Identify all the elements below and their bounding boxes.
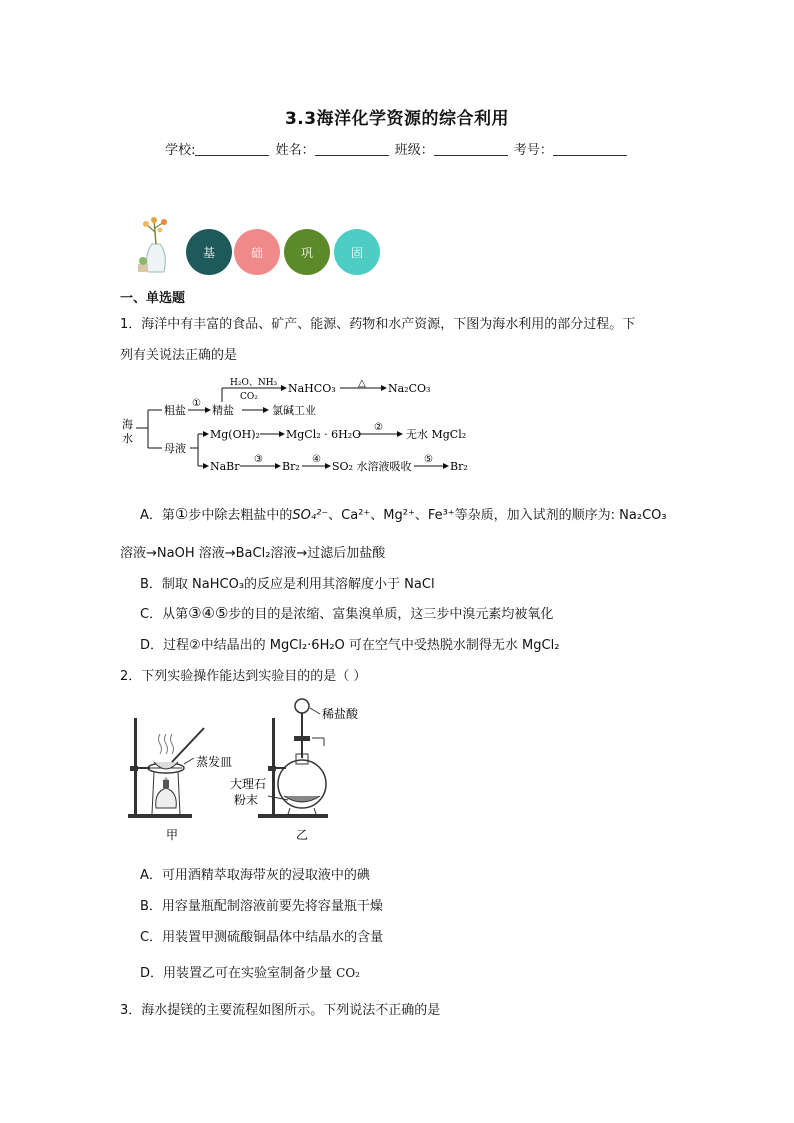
na2co3: Na₂CO₃ <box>388 382 431 395</box>
q1-option-b[interactable]: B．制取 NaHCO₃的反应是利用其溶解度小于 NaCl <box>140 577 435 592</box>
badge-gu: 固 <box>334 229 380 275</box>
q3-stem: 3．海水提镁的主要流程如图所示。下列说法不正确的是 <box>120 1003 441 1018</box>
page-title: 3.3海洋化学资源的综合利用 <box>284 109 510 129</box>
apparatus-jia-label: 甲 <box>166 828 179 842</box>
student-info-line <box>0 139 794 158</box>
badge-chu: 础 <box>234 229 280 275</box>
exam-no-label: 考号： <box>513 143 553 158</box>
step-3: ③ <box>254 454 263 465</box>
class-label: 班级： <box>394 143 434 158</box>
br2-a: Br₂ <box>282 460 300 473</box>
nahco3: NaHCO₃ <box>288 382 336 395</box>
apparatus-yi-label: 乙 <box>296 828 309 842</box>
exam-no-blank[interactable] <box>553 143 627 156</box>
school-blank[interactable] <box>195 143 269 156</box>
heat-symbol: △ <box>358 378 366 389</box>
q1-stem-line1: 1．海洋中有丰富的食品、矿产、能源、药物和水产资源，下图为海水利用的部分过程。下 <box>120 317 636 332</box>
so2-absorb: SO₂ 水溶液吸收 <box>332 460 412 473</box>
name-label: 姓名： <box>275 143 315 158</box>
evaporating-dish-label: 蒸发皿 <box>196 755 233 769</box>
q1-stem-line2: 列有关说法正确的是 <box>120 348 238 363</box>
crude-salt: 粗盐 <box>164 404 186 417</box>
step-5: ⑤ <box>424 454 433 465</box>
q2-option-a[interactable]: A．可用酒精萃取海带灰的浸取液中的碘 <box>140 868 370 883</box>
step-1: ① <box>192 398 201 409</box>
step-2: ② <box>374 422 383 433</box>
q1-option-c[interactable]: C．从第③④⑤步的目的是浓缩、富集溴单质，这三步中溴元素均被氧化 <box>140 604 554 622</box>
badge-ji: 基 <box>186 229 232 275</box>
name-blank[interactable] <box>315 143 389 156</box>
apparatus-figure <box>124 696 359 846</box>
reagents-bottom: CO₂ <box>240 392 258 402</box>
badge-gong: 巩 <box>284 229 330 275</box>
anhydrous-mgcl2: 无水 MgCl₂ <box>406 428 467 441</box>
section-title: 一、单选题 <box>120 291 186 306</box>
reagents-top: H₂O、NH₃ <box>230 378 278 388</box>
q1-option-d[interactable]: D．过程②中结晶出的 MgCl₂·6H₂O 可在空气中受热脱水制得无水 MgCl₂ <box>140 638 560 653</box>
marble-label-line1: 大理石 <box>230 777 267 791</box>
q2-stem: 2．下列实验操作能达到实验目的的是（ ） <box>120 669 367 684</box>
refined-salt: 精盐 <box>212 404 234 417</box>
chlor-alkali: 氯碱工业 <box>272 404 316 417</box>
q2-option-c[interactable]: C．用装置甲测硫酸铜晶体中结晶水的含量 <box>140 930 384 945</box>
q1-option-a-line2: 溶液→NaOH 溶液→BaCl₂溶液→过滤后加盐酸 <box>120 546 386 561</box>
sea-label: 海 <box>122 418 133 431</box>
step-4: ④ <box>312 454 321 465</box>
dilute-hcl-label: 稀盐酸 <box>322 707 359 721</box>
water-label: 水 <box>122 432 133 445</box>
plant-vase-icon <box>134 214 176 276</box>
mother-liquor: 母液 <box>164 442 186 455</box>
marble-label-line2: 粉末 <box>234 793 259 807</box>
class-blank[interactable] <box>434 143 508 156</box>
school-label: 学校: <box>165 143 196 158</box>
br2-b: Br₂ <box>450 460 468 473</box>
q2-option-d[interactable]: D．用装置乙可在实验室制备少量 CO₂ <box>140 966 360 981</box>
q1-option-a-line1[interactable]: A．第①步中除去粗盐中的SO₄²⁻、Ca²⁺、Mg²⁺、Fe³⁺等杂质，加入试剂的顺序为: Na₂CO₃ <box>140 505 667 523</box>
nabr: NaBr <box>210 460 240 473</box>
mgcl2-hydrate: MgCl₂ · 6H₂O <box>286 428 362 441</box>
q2-option-b[interactable]: B．用容量瓶配制溶液前要先将容量瓶干燥 <box>140 899 383 914</box>
seawater-process-diagram <box>118 376 488 480</box>
mgoh2: Mg(OH)₂ <box>210 428 260 441</box>
